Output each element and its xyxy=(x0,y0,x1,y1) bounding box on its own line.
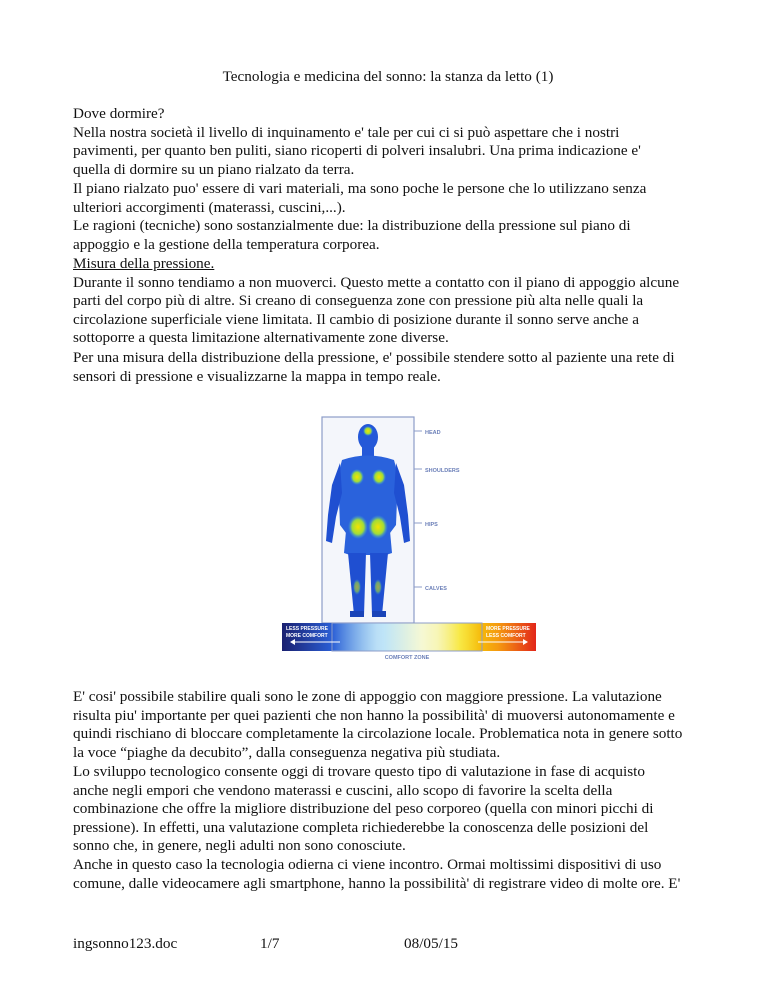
legend-less-comfort: LESS COMFORT xyxy=(486,633,526,639)
footer-filename: ingsonno123.doc xyxy=(73,935,178,952)
text-line: parti del corpo più di altre. Si creano di conseguenza zone con pressione più alta nelle quali la xyxy=(73,292,644,310)
label-shoulders: SHOULDERS xyxy=(425,468,460,474)
label-hips: HIPS xyxy=(425,522,438,528)
text-line: Per una misura della distribuzione della pressione, e' possibile stendere sotto al paziente una rete di xyxy=(73,349,675,366)
text-line: Anche in questo caso la tecnologia odierna ci viene incontro. Ormai moltissimi dispositivi di uso xyxy=(73,855,662,873)
section-heading: Misura della pressione. xyxy=(73,255,215,272)
legend-more-comfort: MORE COMFORT xyxy=(286,633,328,639)
text-line: E' cosi' possibile stabilire quali sono le zone di appoggio con maggiore pressione. La valutazione xyxy=(73,688,662,705)
text-line: appoggio e la gestione della temperatura corporea. xyxy=(73,235,380,253)
intro-paragraph xyxy=(73,105,703,179)
document-title: Tecnologia e medicina del sonno: la stanza da letto (1) xyxy=(222,68,554,85)
text-line: Nella nostra società il livello di inquinamento e' tale per cui ci si può aspettare che i nostri xyxy=(73,123,620,141)
pressure-map-figure xyxy=(282,415,536,665)
text-line: comune, dalle videocamere agli smartphone, hanno la possibilità' di registrare video di molte ore. E' xyxy=(73,874,681,892)
text-line: pressione). In effetti, una valutazione completa richiederebbe la conoscenza delle posizioni del xyxy=(73,818,649,836)
text-line: Le ragioni (tecniche) sono sostanzialmente due: la distribuzione della pressione sul piano di xyxy=(73,217,631,235)
paragraph-measure xyxy=(73,349,703,386)
paragraph-evaluation xyxy=(73,688,703,762)
text-line: sottoporre a questa limitazione alternativamente zone diverse. xyxy=(73,329,449,347)
text-line: anche negli empori che vendono materassi e cuscini, allo scopo di favorire la scelta della xyxy=(73,781,613,799)
body-region-labels xyxy=(414,430,460,592)
legend-more-pressure: MORE PRESSURE xyxy=(486,626,530,632)
text-line: quella di dormire su un piano rialzato da terra. xyxy=(73,160,355,178)
label-calves: CALVES xyxy=(425,586,447,592)
text-line: ulteriori accorgimenti (materassi, cuscini,...). xyxy=(73,198,346,216)
footer-page-number: 1/7 xyxy=(260,935,280,952)
text-line: la voce “piaghe da decubito”, dalla conseguenza negativa più studiata. xyxy=(73,743,501,761)
text-line: sonno che, in genere, negli adulti non sono conosciute. xyxy=(73,837,406,855)
comfort-zone-label: COMFORT ZONE xyxy=(384,655,430,661)
label-head: HEAD xyxy=(425,430,441,436)
text-line: circolazione superficiale viene limitata. Il cambio di posizione durante il sonno serve anche a xyxy=(73,310,639,328)
text-line: Lo sviluppo tecnologico consente oggi di trovare questo tipo di valutazione in fase di acquisto xyxy=(73,763,645,780)
text-line: Dove dormire? xyxy=(73,105,165,122)
text-line: pavimenti, per quanto ben puliti, siano ricoperti di polveri insalubri. Una prima indicazione e' xyxy=(73,142,641,160)
page-footer xyxy=(73,935,703,955)
paragraph-materials xyxy=(73,180,703,254)
legend-less-pressure: LESS PRESSURE xyxy=(286,626,328,632)
text-line: sensori di pressione e visualizzarne la mappa in tempo reale. xyxy=(73,367,441,385)
pressure-color-scale xyxy=(282,623,536,661)
text-line: quindi rischiano di bloccare completamente la circolazione locale. Problematica nota in genere sotto xyxy=(73,725,683,743)
text-line: combinazione che offre la migliore distribuzione del peso corporeo (quella con minori picchi di xyxy=(73,800,654,818)
text-line: risulta piu' importante per quei pazienti che non hanno la possibilità' di muoversi autonomamente e xyxy=(73,706,675,724)
text-line: Il piano rialzato puo' essere di vari materiali, ma sono poche le persone che lo utilizzano senza xyxy=(73,180,647,197)
section-pressure xyxy=(73,255,703,348)
text-line: Durante il sonno tendiamo a non muoverci. Questo mette a contatto con il piano di appoggio alcune xyxy=(73,273,680,291)
footer-date: 08/05/15 xyxy=(404,935,459,952)
paragraph-technology xyxy=(73,763,703,893)
